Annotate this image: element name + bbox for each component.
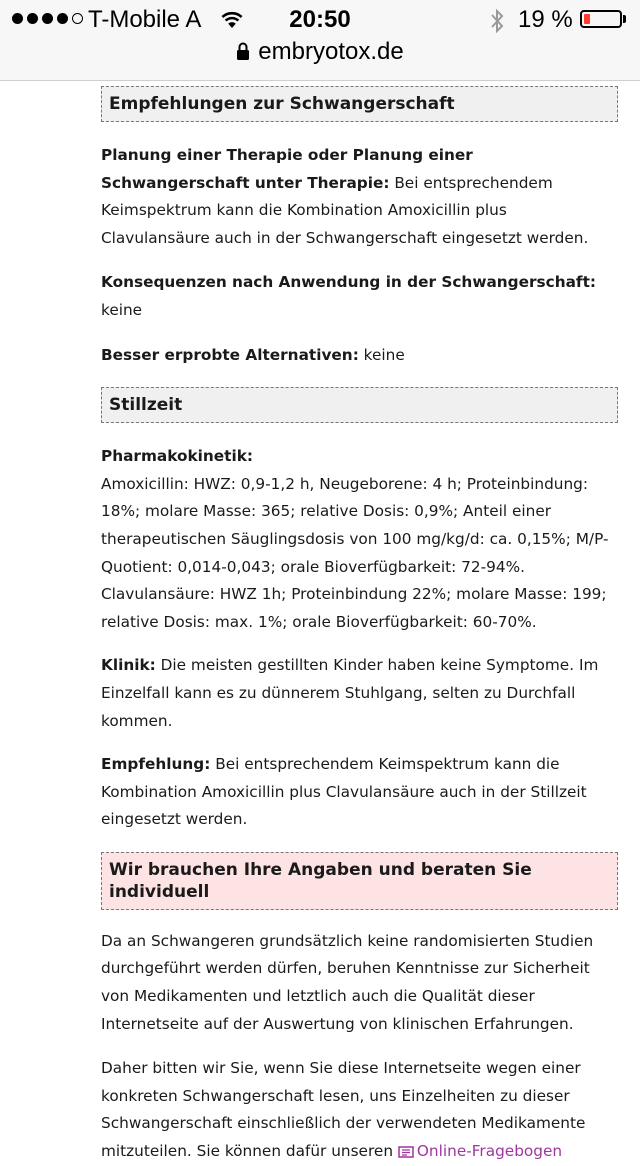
consequences-label: Konsequenzen nach Anwendung in der Schwangerschaft:: [101, 273, 596, 292]
clock: 20:50: [289, 6, 351, 33]
paragraph-clinic: [101, 652, 618, 735]
online-questionnaire-link-text: Online-Fragebogen: [416, 1142, 563, 1161]
alternatives-label: Besser erprobte Alternativen:: [101, 345, 359, 364]
section-heading-lactation: Stillzeit: [101, 387, 618, 423]
paragraph-alternatives: [101, 342, 618, 370]
section-heading-request: Wir brauchen Ihre Angaben und beraten Sie individuell: [101, 852, 618, 910]
pharmacokinetics-text: Amoxicillin: HWZ: 0,9-1,2 h, Neugeborene: 4 h; Proteinbindung: 18%; molare Masse: 365; relative Dosis: 0,9%; Anteil einer therapeutischen Säuglingsdosis von 100 mg/kg/d: ca. 0,15%; M/P-Quotient: 0,014-0,043; orale Bioverfügbarkeit: 72-94%. Clavulansäure: HWZ 1h; Proteinbindung 22%; molare Masse: 199; relative Dosis: max. 1%; orale Bioverfügbarkeit: 60-70%.: [101, 474, 609, 631]
url-text: embryotox.de: [258, 38, 404, 65]
paragraph-therapy-planning: [101, 142, 618, 252]
recommendation-text: Bei entsprechendem Keimspektrum kann die Kombination Amoxicillin plus Clavulansäure auch in der Stillzeit eingesetzt werden.: [101, 755, 587, 829]
battery-icon: [580, 10, 622, 28]
status-bar: [0, 0, 640, 42]
lock-icon: [236, 41, 250, 61]
bluetooth-icon: [489, 8, 505, 34]
paragraph-pharmacokinetics: [101, 443, 618, 636]
paragraph-request-details: [101, 1055, 618, 1165]
pharmacokinetics-label: Pharmakokinetik:: [101, 447, 254, 466]
battery-nub: [623, 15, 626, 23]
therapy-planning-text: Bei entsprechendem Keimspektrum kann die Kombination Amoxicillin plus Clavulansäure auch in der Schwangerschaft eingesetzt werden.: [101, 173, 589, 247]
alternatives-text: keine: [358, 345, 405, 364]
carrier-name: T-Mobile A: [88, 6, 202, 33]
paragraph-studies: Da an Schwangeren grundsätzlich keine randomisierten Studien durchgeführt werden dürfen, beruhen Kenntnisse zur Sicherheit von Medikamenten und letztlich auch die Qualität dieser Internetseite auf der Auswertung von klinischen Erfahrungen.: [101, 931, 594, 1033]
paragraph-recommendation: [101, 751, 618, 834]
request-details-text: Daher bitten wir Sie, wenn Sie diese Internetseite wegen einer konkreten Schwangerschaft lesen, uns Einzelheiten zu dieser Schwangerschaft einschließlich der verwendeten Medikamente mitzuteilen. Sie können dafür unseren: [101, 1059, 586, 1161]
recommendation-label: Empfehlung:: [101, 755, 211, 774]
online-questionnaire-link[interactable]: [398, 1142, 562, 1160]
therapy-planning-label: Planung einer Therapie oder Planung einer Schwangerschaft unter Therapie:: [101, 146, 473, 192]
battery-level-fill: [584, 14, 590, 24]
battery-percent: 19 %: [518, 6, 573, 33]
form-link-icon: [398, 1146, 414, 1158]
browser-top-bar: [0, 0, 640, 81]
paragraph-consequences: [101, 269, 618, 324]
consequences-text: keine: [101, 300, 143, 319]
url-bar[interactable]: [0, 38, 640, 66]
section-heading-pregnancy: Empfehlungen zur Schwangerschaft: [101, 86, 618, 122]
clinic-label: Klinik:: [101, 656, 156, 675]
page-content: [101, 86, 618, 1166]
clinic-text: Die meisten gestillten Kinder haben keine Symptome. Im Einzelfall kann es zu dünnerem Stuhlgang, selten zu Durchfall kommen.: [101, 656, 599, 730]
